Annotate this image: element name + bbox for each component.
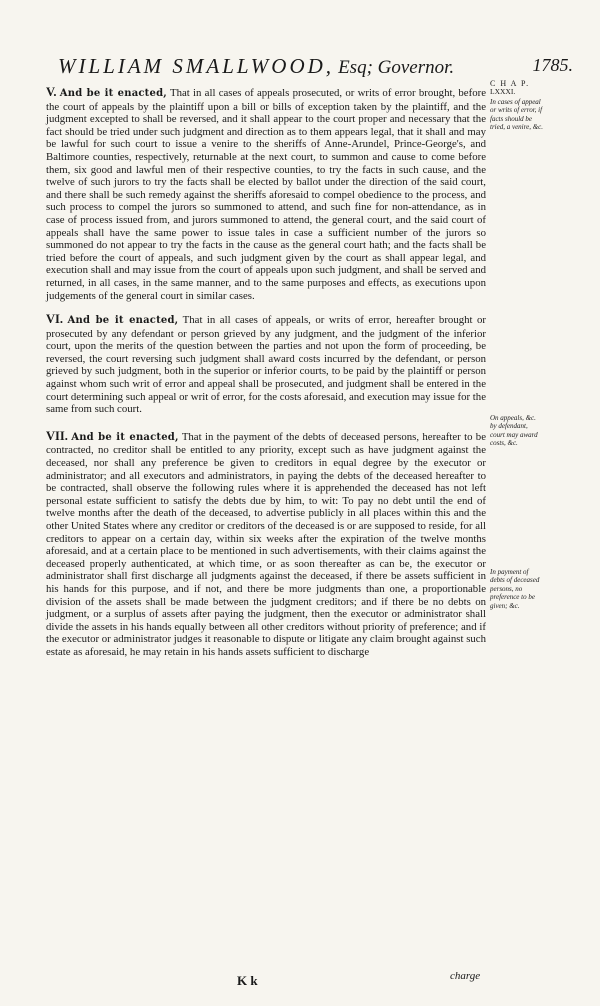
section-5 [46,86,486,302]
catchword: charge [450,970,481,982]
section-number: VII. [46,428,68,443]
section-text: That in all cases of appeals prosecuted, or writs of error brought, before the court of appeals by the plaintiff upon a bill or bills of exception taken by the plaintiff, and the judgment excepted to shall be reversed, and it shall appear to the court proper and necessary that the fact should be tried under such judgment and direction as to them appears legal, that it shall and may be lawful for such court to issue a venire to the sheriffs of Anne-Arundel, Prince-George's, and Baltimore counties, respectively, returnable at the next court, to summon and cause to come before them, six good and lawful men of their respective counties, to try the facts in such cause, and the twelve of such jurors to try the facts shall be elected by ballot under the direction of the said court, and there shall be such remedy against the sheriffs aforesaid to compel obedience to the process, and such process to compel the jurors so summoned to attend, and such fine for non-attendance, as in case of process issued from, and jurors summoned to attend, the general court, and the said court of appeals shall have the same power to issue tales in case a sufficient number of the jurors so summoned do not appear to try the facts in the cause as the general court hath; and the facts shall be tried before the court of appeals, and such judgment given by the court as shall appear legal, and execution shall and may issue from the court of appeals upon such judgment, and shall be served and returned, in all cases, in the same manner, and to the same purposes and effects, as executions upon judgements of the general court in similar cases. [46,87,486,302]
chapter-number: LXXXI. [490,87,516,97]
margin-note-chapter [490,80,544,131]
running-head-name: WILLIAM SMALLWOOD, [58,54,335,78]
section-number: V. [46,85,57,99]
enacting-formula: And be it enacted, [67,315,179,327]
margin-note-section-7: In payment of debts of deceased persons, no preference to be given; &c. [490,568,540,610]
section-number: VI. [46,312,64,327]
enacting-formula: And be it enacted, [71,431,179,443]
enacting-formula: And be it enacted, [59,88,167,99]
chapter-note: In cases of appeal or writs of error, if facts should be tried, a venire, &c. [490,97,544,132]
running-head [58,54,573,80]
running-head-year: 1785. [532,55,573,75]
running-head-title: Esq; Governor. [338,57,455,78]
main-text [46,86,486,669]
chapter-title: C H A P. [490,79,530,88]
signature-mark: K k [237,973,258,988]
section-text: That in the payment of the debts of deceased persons, hereafter to be contracted, no creditor shall be entitled to any priority, except such as have judgment against the deceased, nor shall any preference be given to creditors in equal degree by the executor or administrator; and all executors and administrators, in paying the debts of the deceased hereafter to be contracted, shall observe the following rules where it is apprehended the deceased has not left personal estate sufficient to satisfy the debts due by him, to wit: To pay no debt until the end of twelve months after the death of the deceased, to advertise publicly in all places within this and the other United States where any creditor or creditors of the deceased is or are supposed to reside, for all creditors to appear on a certain day, within six weeks after the expiration of the twelve months aforesaid, and at a certain place to be mentioned in such advertisements, with their claims against the deceased properly authenticated, at which time, or as soon thereafter as can be, the executor or administrator shall first discharge all judgments against the deceased, if there be assets sufficient in his hands for this purpose, and if not, and there be more judgments than one, a proportionable division of the assets shall be made between the judgment creditors; and if there be no debts on judgment, or a surplus of assets after paying the judgment, then the executor or administrator shall divide the assets in his hands equally between all other creditors without priority of preference; and if the executor or administrator judges it reasonable to dispute or litigate any claim brought against such estate as aforesaid, he may retain in his hands assets sufficient to discharge [46,430,486,658]
section-7 [46,430,486,659]
section-text: That in all cases of appeals, or writs of error, hereafter brought or prosecuted by any defendant or person grieved by any judgment, and the judgment of the inferior court, upon the merits of the question between the parties and not upon the form of proceeding, be reversed, the court reversing such judgment shall award costs incurred by the defendant, or person grieved by such judgment, both in the superior or inferior courts, to be paid by the plaintiff or person against whom such writ of error and appeal shall be prosecuted, and judgment shall be entered in the court determining such appeal or writ of error, for the costs aforesaid, and execution may issue for the same from such court. [46,314,486,416]
margin-note-section-6: On appeals, &c. by defendant, court may award costs, &c. [490,414,538,448]
section-6 [46,313,486,416]
